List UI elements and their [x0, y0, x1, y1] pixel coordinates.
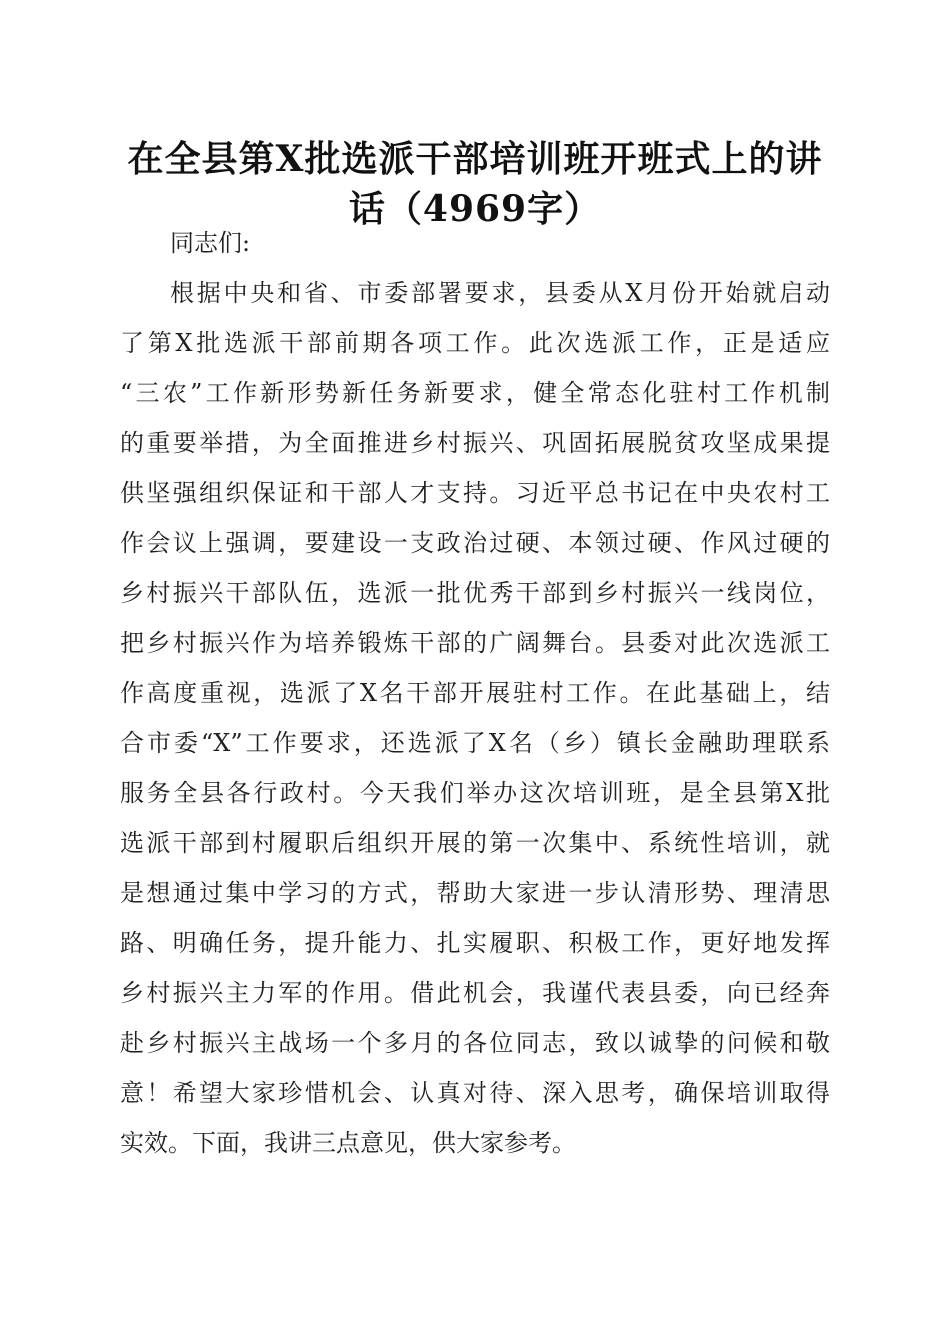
- paragraph-line: 作会议上强调，要建设一支政治过硬、本领过硬、作风过硬的: [120, 529, 830, 557]
- paragraph-line: 选派干部到村履职后组织开展的第一次集中、系统性培训，就: [120, 829, 830, 857]
- paragraph-line: 根据中央和省、市委部署要求，县委从X月份开始就启动: [170, 279, 830, 307]
- paragraph-line: 意！希望大家珍惜机会、认真对待、深入思考，确保培训取得: [120, 1079, 830, 1107]
- title-line-2: 话（4969字）: [348, 188, 602, 230]
- document-body: [120, 218, 830, 1168]
- paragraph-line: 乡村振兴主力军的作用。借此机会，我谨代表县委，向已经奔: [120, 979, 830, 1007]
- title-line-1: 在全县第X批选派干部培训班开班式上的讲: [127, 138, 823, 180]
- paragraph-line: 是想通过集中学习的方式，帮助大家进一步认清形势、理清思: [120, 879, 830, 907]
- body-paragraph: [120, 268, 830, 1168]
- paragraph-line: 把乡村振兴作为培养锻炼干部的广阔舞台。县委对此次选派工: [120, 629, 830, 657]
- paragraph-line: 服务全县各行政村。今天我们举办这次培训班，是全县第X批: [120, 779, 830, 807]
- paragraph-line: 实效。下面，我讲三点意见，供大家参考。: [120, 1129, 576, 1157]
- paragraph-line: 路、明确任务，提升能力、扎实履职、积极工作，更好地发挥: [120, 929, 830, 957]
- paragraph-line: 了第X批选派干部前期各项工作。此次选派工作，正是适应: [120, 329, 830, 357]
- paragraph-line: 赴乡村振兴主战场一个多月的各位同志，致以诚挚的问候和敬: [120, 1029, 830, 1057]
- paragraph-line: 乡村振兴干部队伍，选派一批优秀干部到乡村振兴一线岗位，: [120, 579, 830, 607]
- paragraph-line: 作高度重视，选派了X名干部开展驻村工作。在此基础上，结: [120, 679, 830, 707]
- paragraph-line: “三农”工作新形势新任务新要求，健全常态化驻村工作机制: [120, 379, 830, 407]
- paragraph-line: 供坚强组织保证和干部人才支持。习近平总书记在中央农村工: [120, 479, 830, 507]
- paragraph-line: 的重要举措，为全面推进乡村振兴、巩固拓展脱贫攻坚成果提: [120, 429, 830, 457]
- salutation: 同志们:: [170, 229, 251, 257]
- paragraph-line: 合市委“X”工作要求，还选派了X名（乡）镇长金融助理联系: [120, 729, 830, 757]
